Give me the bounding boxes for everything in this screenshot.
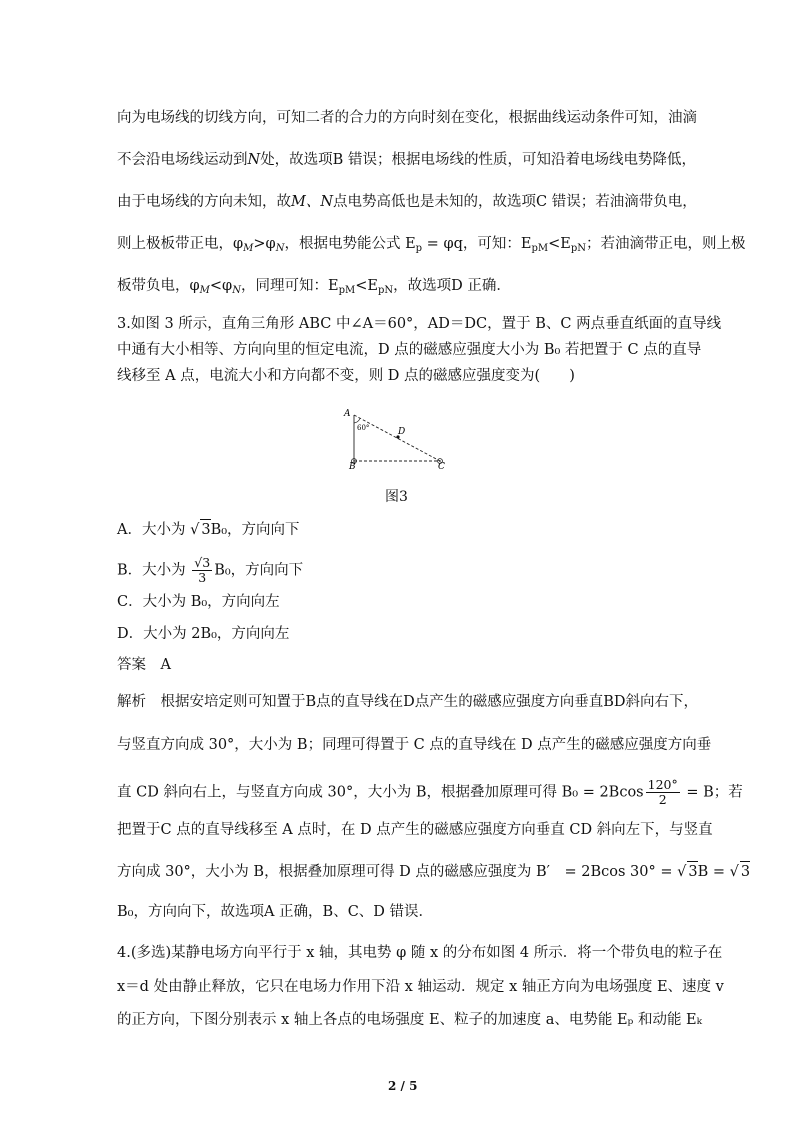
prev-para-line-3: 由于电场线的方向未知，故M、N点电势高低也是未知的，故选项C 错误；若油滴带负电， <box>117 194 697 210</box>
label-a: A <box>344 409 351 419</box>
label-c: C <box>438 462 445 469</box>
question3-line-2: 中通有大小相等、方向向里的恒定电流，D 点的磁感应强度大小为 B₀ 若把置于 C 点的直导 <box>117 342 702 358</box>
page-number: 2 / 5 <box>388 1079 418 1093</box>
analysis-line-3: 直 CD 斜向右上，与竖直方向成 30°，大小为 B，根据叠加原理可得 B₀ = 2Bcos $\frac{120^\circ}{2}$ = B；若 <box>117 777 743 807</box>
answer: 答案 A <box>117 657 171 673</box>
angle-arc <box>354 419 360 424</box>
option-c: C．大小为 B₀，方向向左 <box>117 594 280 610</box>
analysis-line-6: B₀，方向向下，故选项A 正确，B、C、D 错误． <box>117 904 434 920</box>
figure-3-triangle <box>338 405 456 469</box>
option-a: A．大小为 √ 3B₀，方向向下 <box>117 519 677 540</box>
question3-line-1: 3.如图 3 所示，直角三角形 ABC 中∠A＝60°，AD＝DC，置于 B、C 两点垂直纸面的直导线 <box>117 316 722 332</box>
prev-para-line-5: 板带负电，$\varphi_M<\varphi_N$，同理可知：$E_{pM}<E_{pN}$，故选项D 正确． <box>117 278 511 296</box>
analysis-line-1: 解析 根据安培定则可知置于B点的直导线在D点产生的磁感应强度方向垂直BD斜向右下， <box>117 694 699 710</box>
analysis-line-2: 与竖直方向成 30°，大小为 B；同理可得置于 C 点的直导线在 D 点产生的磁感应强度方向垂 <box>117 737 712 753</box>
prev-para-line-1: 向为电场线的切线方向，可知二者的合力的方向时刻在变化，根据曲线运动条件可知，油滴 <box>117 110 697 126</box>
analysis-line-4: 把置于C 点的直导线移至 A 点时，在 D 点产生的磁感应强度方向垂直 CD 斜向左下，与竖直 <box>117 822 713 838</box>
prev-para-line-4: 则上极板带正电，$\varphi_M>\varphi_N$，根据电势能公式 $E_p = \varphi q$，可知：$E_{pM}<E_{pN}$；若油滴带正电，则上极 <box>117 236 746 254</box>
question4-line-3: 的正方向，下图分别表示 x 轴上各点的电场强度 E、粒子的加速度 a、电势能 Eₚ 和动能 Eₖ <box>117 1012 702 1028</box>
option-d: D．大小为 2B₀，方向向左 <box>117 626 290 642</box>
figure-caption: 图3 <box>385 489 408 505</box>
analysis-line-5: 方向成 30°，大小为 B，根据叠加原理可得 D 点的磁感应强度为 B′ = 2Bcos 30° = √ 3B = √ 3 <box>117 861 677 882</box>
option-b: B．大小为 $\frac{√3}{3}$ B₀，方向向下 <box>117 555 304 585</box>
label-angle: 60° <box>357 424 370 432</box>
question4-line-1: 4.(多选)某静电场方向平行于 x 轴，其电势 φ 随 x 的分布如图 4 所示．将一个带负电的粒子在 <box>117 945 723 961</box>
question3-line-3: 线移至 A 点，电流大小和方向都不变，则 D 点的磁感应强度变为( ) <box>117 368 575 384</box>
prev-para-line-2: 不会沿电场线运动到N处，故选项B 错误；根据电场线的性质，可知沿着电场线电势降低， <box>117 152 696 168</box>
label-b: B <box>349 462 356 469</box>
label-d: D <box>398 427 406 437</box>
question4-line-2: x＝d 处由静止释放，它只在电场力作用下沿 x 轴运动．规定 x 轴正方向为电场强度 E、速度 v <box>117 979 724 995</box>
